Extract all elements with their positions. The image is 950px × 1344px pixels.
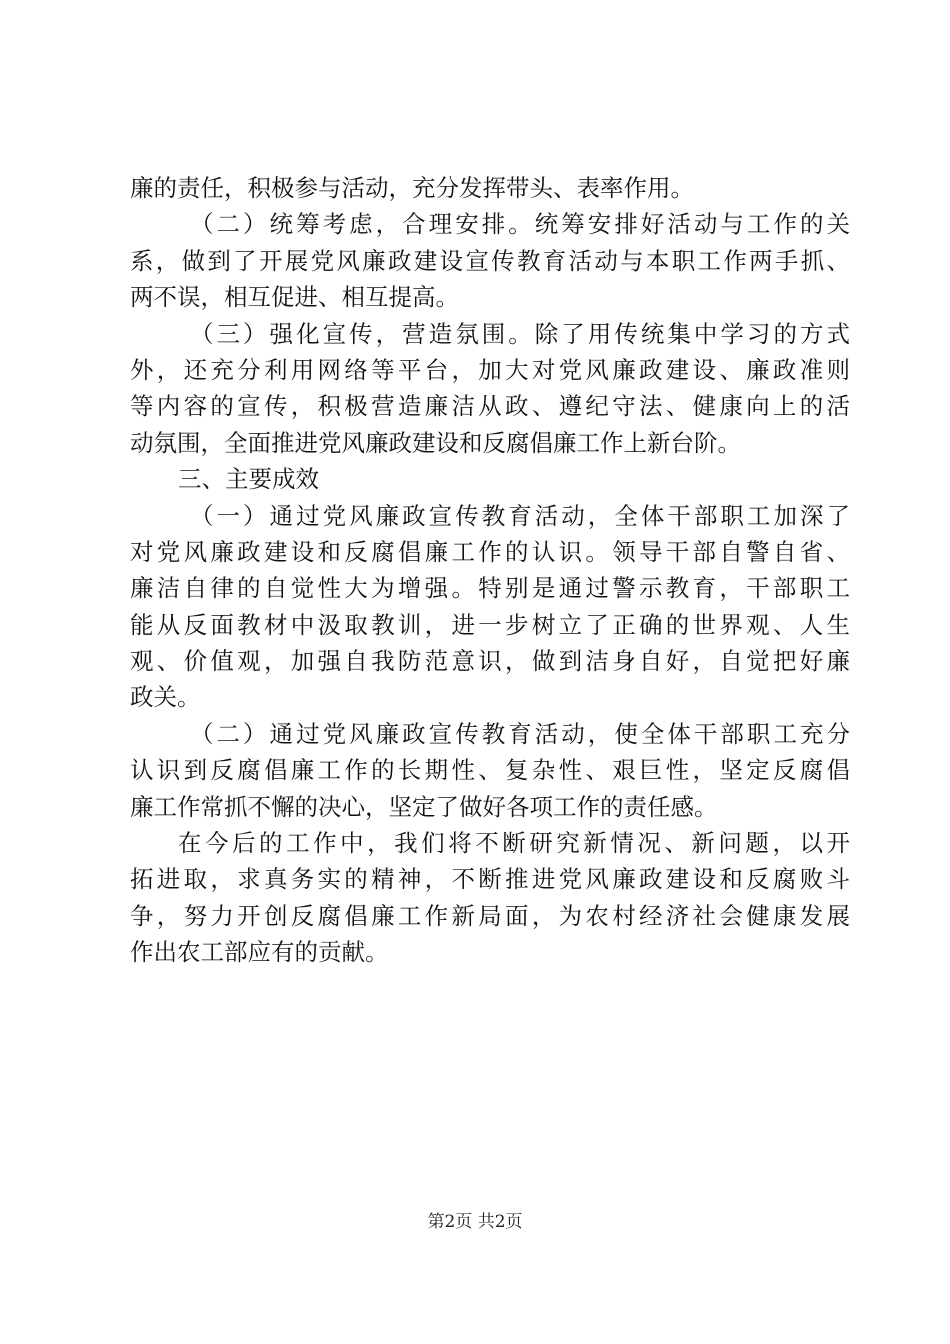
text-line: 拓进取，求真务实的精神，不断推进党风廉政建设和反腐败斗 (130, 865, 850, 894)
text-line: 廉洁自律的自觉性大为增强。特别是通过警示教育，干部职工 (130, 574, 850, 603)
text-line: 廉工作常抓不懈的决心，坚定了做好各项工作的责任感。 (130, 792, 718, 821)
text-line: 在今后的工作中，我们将不断研究新情况、新问题，以开 (178, 829, 850, 858)
text-line: 观、价值观，加强自我防范意识，做到洁身自好，自觉把好廉 (130, 647, 850, 676)
text-line: （二）统筹考虑，合理安排。统筹安排好活动与工作的关 (190, 210, 850, 239)
text-line: 动氛围，全面推进党风廉政建设和反腐倡廉工作上新台阶。 (130, 428, 741, 457)
text-line: （二）通过党风廉政宣传教育活动，使全体干部职工充分 (190, 719, 850, 748)
text-line: 认识到反腐倡廉工作的长期性、复杂性、艰巨性，坚定反腐倡 (130, 756, 850, 785)
text-line: 廉的责任，积极参与活动，充分发挥带头、表率作用。 (130, 174, 694, 202)
document-body (130, 170, 850, 971)
section-heading: 三、主要成效 (178, 465, 319, 494)
text-line: 外，还充分利用网络等平台，加大对党风廉政建设、廉政准则 (130, 355, 850, 384)
text-line: 等内容的宣传，积极营造廉洁从政、遵纪守法、健康向上的活 (130, 392, 850, 421)
text-line: 作出农工部应有的贡献。 (130, 938, 389, 967)
text-line: 对党风廉政建设和反腐倡廉工作的认识。领导干部自警自省、 (130, 537, 850, 566)
page-number-footer: 第2页 共2页 (427, 1212, 523, 1232)
text-line: 系，做到了开展党风廉政建设宣传教育活动与本职工作两手抓、 (130, 246, 850, 275)
text-line: （三）强化宣传，营造氛围。除了用传统集中学习的方式 (190, 319, 850, 348)
text-line: （一）通过党风廉政宣传教育活动，全体干部职工加深了 (190, 501, 850, 530)
text-line: 争，努力开创反腐倡廉工作新局面，为农村经济社会健康发展 (130, 901, 850, 930)
text-line: 政关。 (130, 683, 201, 712)
text-line: 两不误，相互促进、相互提高。 (130, 283, 459, 312)
text-line: 能从反面教材中汲取教训，进一步树立了正确的世界观、人生 (130, 610, 850, 639)
